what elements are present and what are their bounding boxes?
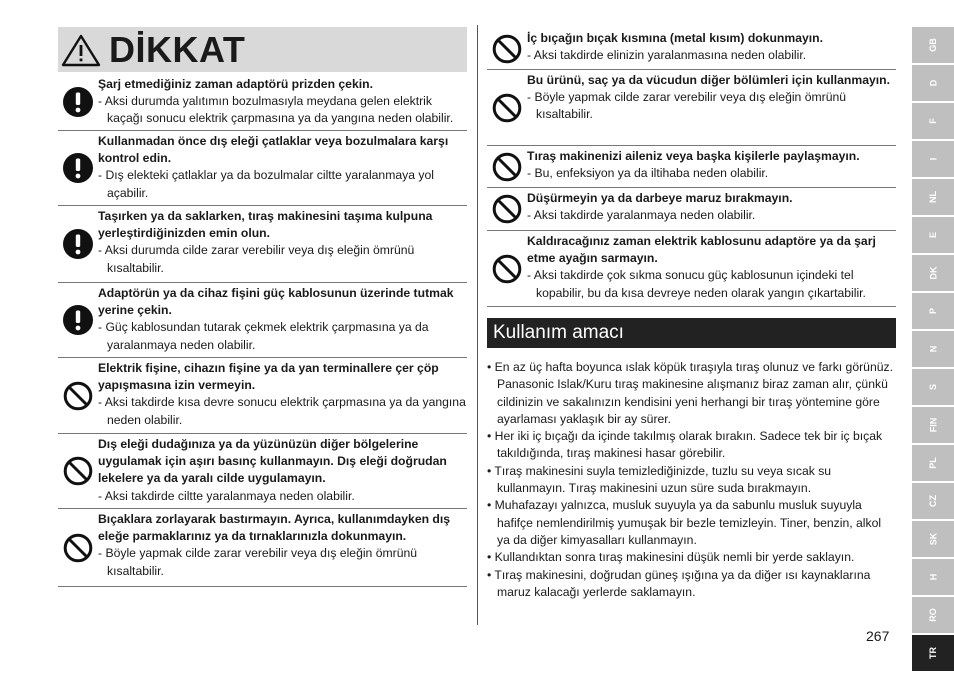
- caution-text: [98, 358, 467, 433]
- bullet-item: • Muhafazayı yalnızca, musluk suyuyla ya da sabunlu musluk suyuyla hafifçe nemlendirilmiş yumuşak bir bezle temizleyin. Tiner, benzin, alkol ya da diğer kimyasalları kullanmayın.: [487, 498, 882, 547]
- language-tab-cz[interactable]: [912, 483, 954, 519]
- language-tab-label: S: [927, 383, 938, 391]
- caution-note: - Aksi durumda yalıtımın bozulmasıyla meydana gelen elektrik kaçağı sonucu elektrik çarpmasına ya da yangına neden olabilir.: [98, 94, 454, 126]
- caution-heading: İç bıçağın bıçak kısmına (metal kısım) dokunmayın.: [527, 31, 823, 45]
- caution-text: [527, 188, 896, 230]
- language-tab-label: TR: [928, 647, 938, 659]
- language-tab-s[interactable]: [912, 369, 954, 405]
- caution-item: [58, 206, 467, 283]
- language-tab-label: CZ: [928, 495, 938, 507]
- language-tab-gb[interactable]: [912, 27, 954, 63]
- language-tab-nl[interactable]: [912, 179, 954, 215]
- prohibited-icon: [487, 188, 527, 230]
- language-tab-label: H: [928, 573, 938, 581]
- caution-heading: Kaldıracağınız zaman elektrik kablosunu adaptöre ya da şarj etme ayağın sarmayın.: [527, 234, 876, 266]
- caution-item: [58, 74, 467, 131]
- caution-note: - Aksi takdirde çok sıkma sonucu güç kablosunun içindeki tel kopabilir, bu da kısa devreye neden olarak yangın çıkartabilir.: [527, 268, 866, 300]
- section-title-bar: [487, 318, 896, 348]
- caution-text: [98, 74, 467, 130]
- language-tab-e[interactable]: [912, 217, 954, 253]
- language-tab-label: N: [928, 345, 938, 353]
- caution-note: - Aksi takdirde yaralanmaya neden olabilir.: [527, 208, 756, 223]
- prohibited-icon: [58, 358, 98, 433]
- column-divider: [477, 25, 478, 625]
- caution-heading: Kullanmadan önce dış eleği çatlaklar veya bozulmalara karşı kontrol edin.: [98, 134, 449, 166]
- prohibited-icon: [58, 509, 98, 586]
- caution-text: [98, 206, 467, 282]
- caution-item: [58, 283, 467, 358]
- caution-note: - Güç kablosundan tutarak çekmek elektrik çarpmasına ya da yaralanmaya neden olabilir.: [98, 320, 429, 352]
- bullet-item: • En az üç hafta boyunca ıslak köpük tıraşıyla tıraş olunuz ve farkı görünüz. Panasonic Islak/Kuru tıraş makinesine alışmanız biraz zaman alır, çünkü cildinizin ve sakalınızın kendisini yeni herhangi bir tıraş yöntemine göre ayarlaması yaklaşık bir ay sürer.: [487, 360, 893, 426]
- language-tab-pl[interactable]: [912, 445, 954, 481]
- caution-item: [487, 231, 896, 307]
- caution-item: [487, 70, 896, 146]
- caution-item: [58, 131, 467, 206]
- page-title: DİKKAT: [109, 28, 246, 70]
- caution-heading: Bıçaklara zorlayarak bastırmayın. Ayrıca, kullanımdayken dış eleğe parmaklarınız ya da tırnaklarınızla dokunmayın.: [98, 512, 451, 544]
- caution-text: [527, 70, 896, 145]
- caution-item: [58, 358, 467, 434]
- language-tab-i[interactable]: [912, 141, 954, 177]
- caution-note: - Aksi takdirde kısa devre sonucu elektrik çarpmasına ya da yangına neden olabilir.: [98, 395, 466, 427]
- caution-text: [527, 231, 896, 306]
- language-tab-p[interactable]: [912, 293, 954, 329]
- language-tabs: [912, 27, 954, 673]
- exclamation-icon: [58, 283, 98, 357]
- caution-heading: Düşürmeyin ya da darbeye maruz bırakmayın.: [527, 191, 793, 205]
- caution-note: - Böyle yapmak cilde zarar verebilir veya dış eleğin ömrünü kısaltabilir.: [527, 90, 847, 122]
- language-tab-label: F: [928, 118, 938, 124]
- caution-heading: Adaptörün ya da cihaz fişini güç kablosunun üzerinde tutmak yerine çekin.: [98, 286, 454, 318]
- caution-heading: Tıraş makinenizi aileniz veya başka kişilerle paylaşmayın.: [527, 149, 860, 163]
- language-tab-fin[interactable]: [912, 407, 954, 443]
- caution-heading: Dış eleği dudağınıza ya da yüzünüzün diğer bölgelerine uygulamak için aşırı basınç kullanmayın. Dış eleği doğrudan lekelere ya da yaralı cilde uygulamayın.: [98, 437, 447, 486]
- usage-bullet-list: [487, 359, 896, 601]
- language-tab-label: RO: [928, 608, 938, 622]
- caution-item: [487, 188, 896, 231]
- caution-text: [527, 146, 896, 187]
- language-tab-label: GB: [928, 38, 938, 52]
- language-tab-n[interactable]: [912, 331, 954, 367]
- caution-heading: Taşırken ya da saklarken, tıraş makinesini taşıma kulpuna yerleştirdiğinizden emin olun.: [98, 209, 433, 241]
- prohibited-icon: [58, 434, 98, 508]
- caution-note: - Bu, enfeksiyon ya da iltihaba neden olabilir.: [527, 166, 769, 181]
- language-tab-label: DK: [928, 266, 938, 280]
- language-tab-label: E: [927, 231, 938, 239]
- caution-text: [527, 28, 896, 69]
- bullet-item: • Tıraş makinesini suyla temizlediğinizde, tuzlu su veya sıcak su kullanmayın. Tıraş makinesini uzun süre suda bırakmayın.: [487, 463, 832, 496]
- bullet-item: • Tıraş makinesini, doğrudan güneş ışığına ya da diğer ısı kaynaklarına maruz kalacağı yerlerde saklamayın.: [487, 567, 871, 599]
- warning-triangle-icon: [61, 33, 101, 67]
- language-tab-d[interactable]: [912, 65, 954, 101]
- page-number: 267: [866, 628, 890, 644]
- caution-heading: Şarj etmediğiniz zaman adaptörü prizden çekin.: [98, 77, 373, 91]
- caution-title-bar: [58, 27, 467, 72]
- caution-text: [98, 131, 467, 205]
- language-tab-label: D: [928, 79, 938, 87]
- caution-note: - Aksi takdirde elinizin yaralanmasına neden olabilir.: [527, 48, 807, 63]
- language-tab-ro[interactable]: [912, 597, 954, 633]
- caution-note: - Böyle yapmak cilde zarar verebilir veya dış eleğin ömrünü kısaltabilir.: [98, 546, 418, 578]
- bullet-item: • Kullandıktan sonra tıraş makinesini düşük nemli bir yerde saklayın.: [487, 550, 855, 565]
- language-tab-f[interactable]: [912, 103, 954, 139]
- language-tab-label: NL: [928, 191, 938, 203]
- caution-text: [98, 283, 467, 357]
- caution-item: [58, 434, 467, 509]
- exclamation-icon: [58, 131, 98, 205]
- language-tab-label: P: [927, 307, 938, 315]
- exclamation-icon: [58, 74, 98, 130]
- bullet-item: • Her iki iç bıçağı da içinde takılmış olarak bırakın. Sadece tek bir iç bıçak takıldığında, tıraş makinesi hasar görebilir.: [487, 429, 883, 461]
- prohibited-icon: [487, 146, 527, 187]
- caution-note: - Aksi takdirde ciltte yaralanmaya neden olabilir.: [98, 488, 355, 503]
- prohibited-icon: [487, 231, 527, 306]
- exclamation-icon: [58, 206, 98, 282]
- language-tab-label: FIN: [928, 417, 938, 433]
- prohibited-icon: [487, 28, 527, 69]
- language-tab-dk[interactable]: [912, 255, 954, 291]
- language-tab-sk[interactable]: [912, 521, 954, 557]
- caution-text: [98, 434, 467, 508]
- caution-item: [58, 509, 467, 587]
- caution-text: [98, 509, 467, 586]
- language-tab-h[interactable]: [912, 559, 954, 595]
- caution-item: [487, 28, 896, 70]
- caution-heading: Elektrik fişine, cihazın fişine ya da yan terminallere çer çöp yapışmasına izin vermeyin.: [98, 361, 439, 393]
- language-tab-label: SK: [927, 532, 938, 546]
- prohibited-icon: [487, 70, 527, 145]
- language-tab-label: PL: [927, 457, 938, 469]
- caution-note: - Aksi durumda cilde zarar verebilir veya dış eleğin ömrünü kısaltabilir.: [98, 243, 415, 275]
- caution-item: [487, 146, 896, 188]
- language-tab-tr[interactable]: [912, 635, 954, 671]
- caution-heading: Bu ürünü, saç ya da vücudun diğer bölümleri için kullanmayın.: [527, 73, 890, 87]
- language-tab-label: I: [927, 157, 938, 161]
- section-title: Kullanım amacı: [493, 322, 624, 343]
- caution-note: - Dış elekteki çatlaklar ya da bozulmalar ciltte yaralanmaya yol açabilir.: [98, 168, 434, 200]
